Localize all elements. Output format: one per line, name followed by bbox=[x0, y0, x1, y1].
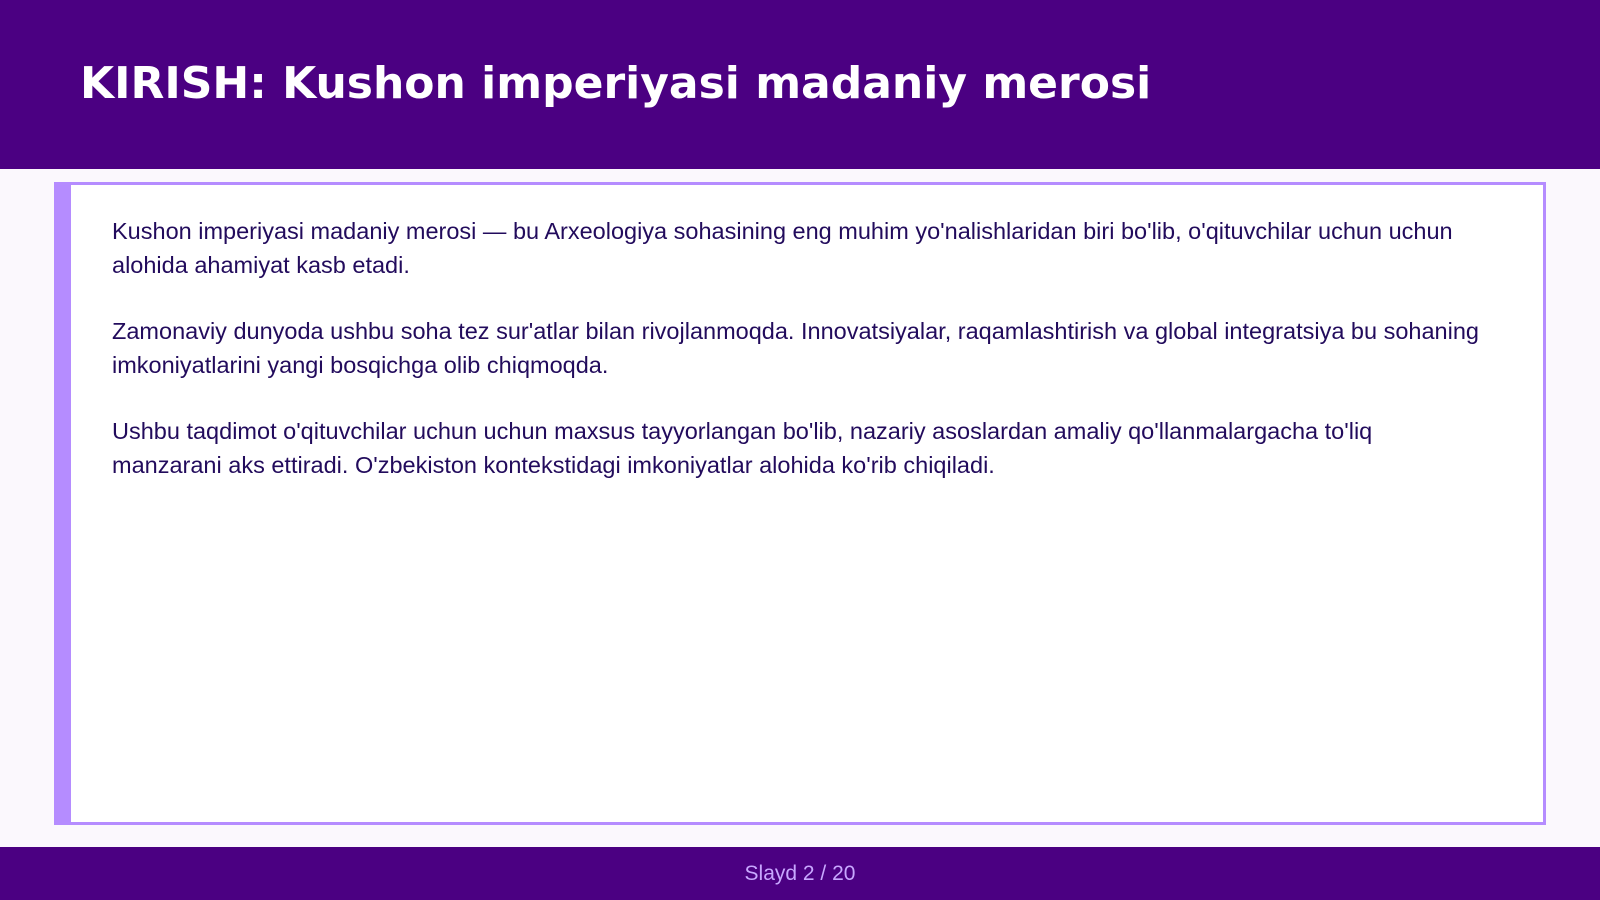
paragraph-list bbox=[112, 214, 1487, 514]
paragraph: Zamonaviy dunyoda ushbu soha tez sur'atlar bilan rivojlanmoqda. Innovatsiyalar, raqamlashtirish va global integratsiya bu sohaning imkoniyatlarini yangi bosqichga olib chiqmoqda. bbox=[112, 318, 1479, 378]
paragraph: Ushbu taqdimot o'qituvchilar uchun uchun maxsus tayyorlangan bo'lib, nazariy asoslardan amaliy qo'llanmalargacha to'liq manzarani aks ettiradi. O'zbekiston kontekstidagi imkoniyatlar alohida ko'rib chiqiladi. bbox=[112, 418, 1373, 478]
slide-header bbox=[0, 0, 1600, 169]
slide-footer bbox=[0, 847, 1600, 900]
slide-title: KIRISH: Kushon imperiyasi madaniy merosi bbox=[80, 58, 1152, 109]
slide-counter: Slayd 2 / 20 bbox=[744, 862, 856, 885]
content-panel bbox=[54, 182, 1546, 825]
paragraph: Kushon imperiyasi madaniy merosi — bu Arxeologiya sohasining eng muhim yo'nalishlaridan biri bo'lib, o'qituvchilar uchun uchun alohida ahamiyat kasb etadi. bbox=[112, 218, 1453, 278]
